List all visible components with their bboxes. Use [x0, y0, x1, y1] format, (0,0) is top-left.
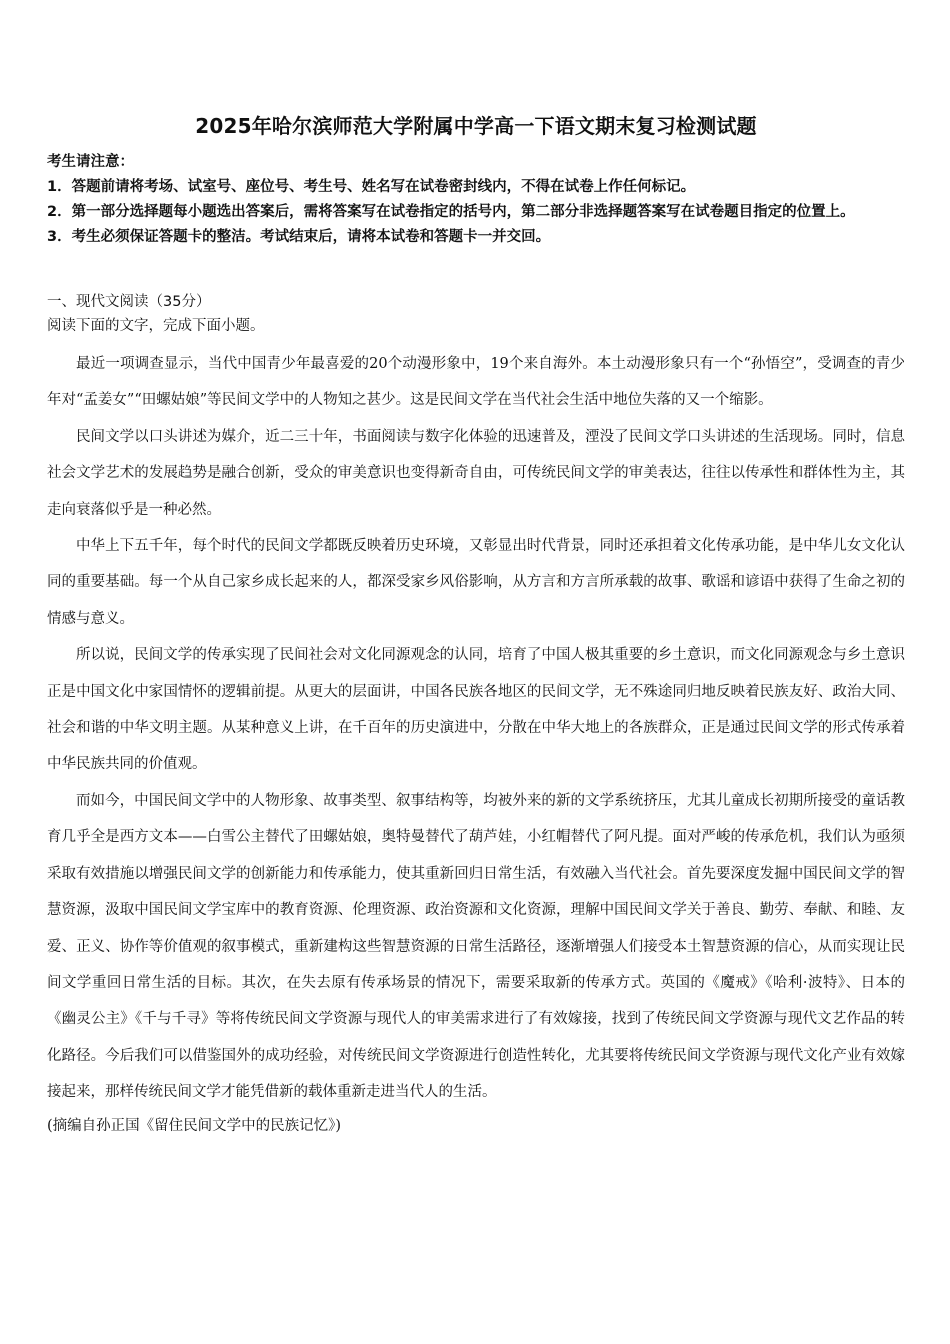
passage-paragraph: 而如今，中国民间文学中的人物形象、故事类型、叙事结构等，均被外来的新的文学系统挤压，尤其儿童成长初期所接受的童话教育几乎全是西方文本——白雪公主替代了田螺姑娘，奥特曼替代了葫芦娃，小红帽替代了阿凡提。面对严峻的传承危机，我们认为亟须采取有效措施以增强民间文学的创新能力和传承能力，使其重新回归日常生活，有效融入当代社会。首先要深度发掘中国民间文学的智慧资源，汲取中国民间文学宝库中的教育资源、伦理资源、政治资源和文化资源，理解中国民间文学关于善良、勤劳、奉献、和睦、友爱、正义、协作等价值观的叙事模式，重新建构这些智慧资源的日常生活路径，逐渐增强人们接受本土智慧资源的信心，从而实现让民间文学重回日常生活的目标。其次，在失去原有传承场景的情况下，需要采取新的传承方式。英国的《魔戒》《哈利·波特》、日本的《幽灵公主》《千与千寻》等将传统民间文学资源与现代人的审美需求进行了有效嫁接，找到了传统民间文学资源与现代文艺作品的转化路径。今后我们可以借鉴国外的成功经验，对传统民间文学资源进行创造性转化，尤其要将传统民间文学资源与现代文化产业有效嫁接起来，那样传统民间文学才能凭借新的载体重新走进当代人的生活。: [47, 792, 905, 1101]
passage-paragraph: 中华上下五千年，每个时代的民间文学都既反映着历史环境，又彰显出时代背景，同时还承担着文化传承功能，是中华儿女文化认同的重要基础。每一个从自己家乡成长起来的人，都深受家乡风俗影响，从方言和方言所承载的故事、歌谣和谚语中获得了生命之初的情感与意义。: [47, 538, 905, 627]
passage-source: (摘编自孙正国《留住民间文学中的民族记忆》): [47, 1117, 342, 1134]
reading-section: [47, 290, 905, 1141]
notice-item-2: 2．第一部分选择题每小题选出答案后，需将答案写在试卷指定的括号内，第二部分非选择题答案写在试卷题目指定的位置上。: [47, 204, 855, 220]
section-intro: 阅读下面的文字，完成下面小题。: [47, 318, 265, 334]
passage-paragraph: 所以说，民间文学的传承实现了民间社会对文化同源观念的认同，培育了中国人极其重要的乡土意识，而文化同源观念与乡土意识正是中国文化中家国情怀的逻辑前提。从更大的层面讲，中国各民族各地区的民间文学，无不殊途同归地反映着民族友好、政治大同、社会和谐的中华文明主题。从某种意义上讲，在千百年的历史演进中，分散在中华大地上的各族群众，正是通过民间文学的形式传承着中华民族共同的价值观。: [47, 647, 905, 773]
notice-item-1: 1．答题前请将考场、试室号、座位号、考生号、姓名写在试卷密封线内，不得在试卷上作任何标记。: [47, 179, 696, 195]
exam-title: 2025年哈尔滨师范大学附属中学高一下语文期末复习检测试题: [195, 114, 757, 138]
section-title: 一、现代文阅读（35分）: [47, 294, 211, 310]
candidate-notice: [47, 150, 905, 250]
exam-page: [47, 112, 905, 1141]
passage-paragraph: 最近一项调查显示，当代中国青少年最喜爱的20个动漫形象中，19个来自海外。本土动漫形象只有一个“孙悟空”，受调查的青少年对“孟姜女”“田螺姑娘”等民间文学中的人物知之甚少。这是民间文学在当代社会生活中地位失落的又一个缩影。: [47, 356, 905, 409]
notice-heading: 考生请注意：: [47, 154, 134, 170]
notice-item-3: 3．考生必须保证答题卡的整洁。考试结束后，请将本试卷和答题卡一并交回。: [47, 229, 551, 245]
passage-paragraph: 民间文学以口头讲述为媒介，近二三十年，书面阅读与数字化体验的迅速普及，湮没了民间文学口头讲述的生活现场。同时，信息社会文学艺术的发展趋势是融合创新，受众的审美意识也变得新奇自由，可传统民间文学的审美表达，往往以传承性和群体性为主，其走向衰落似乎是一种必然。: [47, 428, 905, 518]
